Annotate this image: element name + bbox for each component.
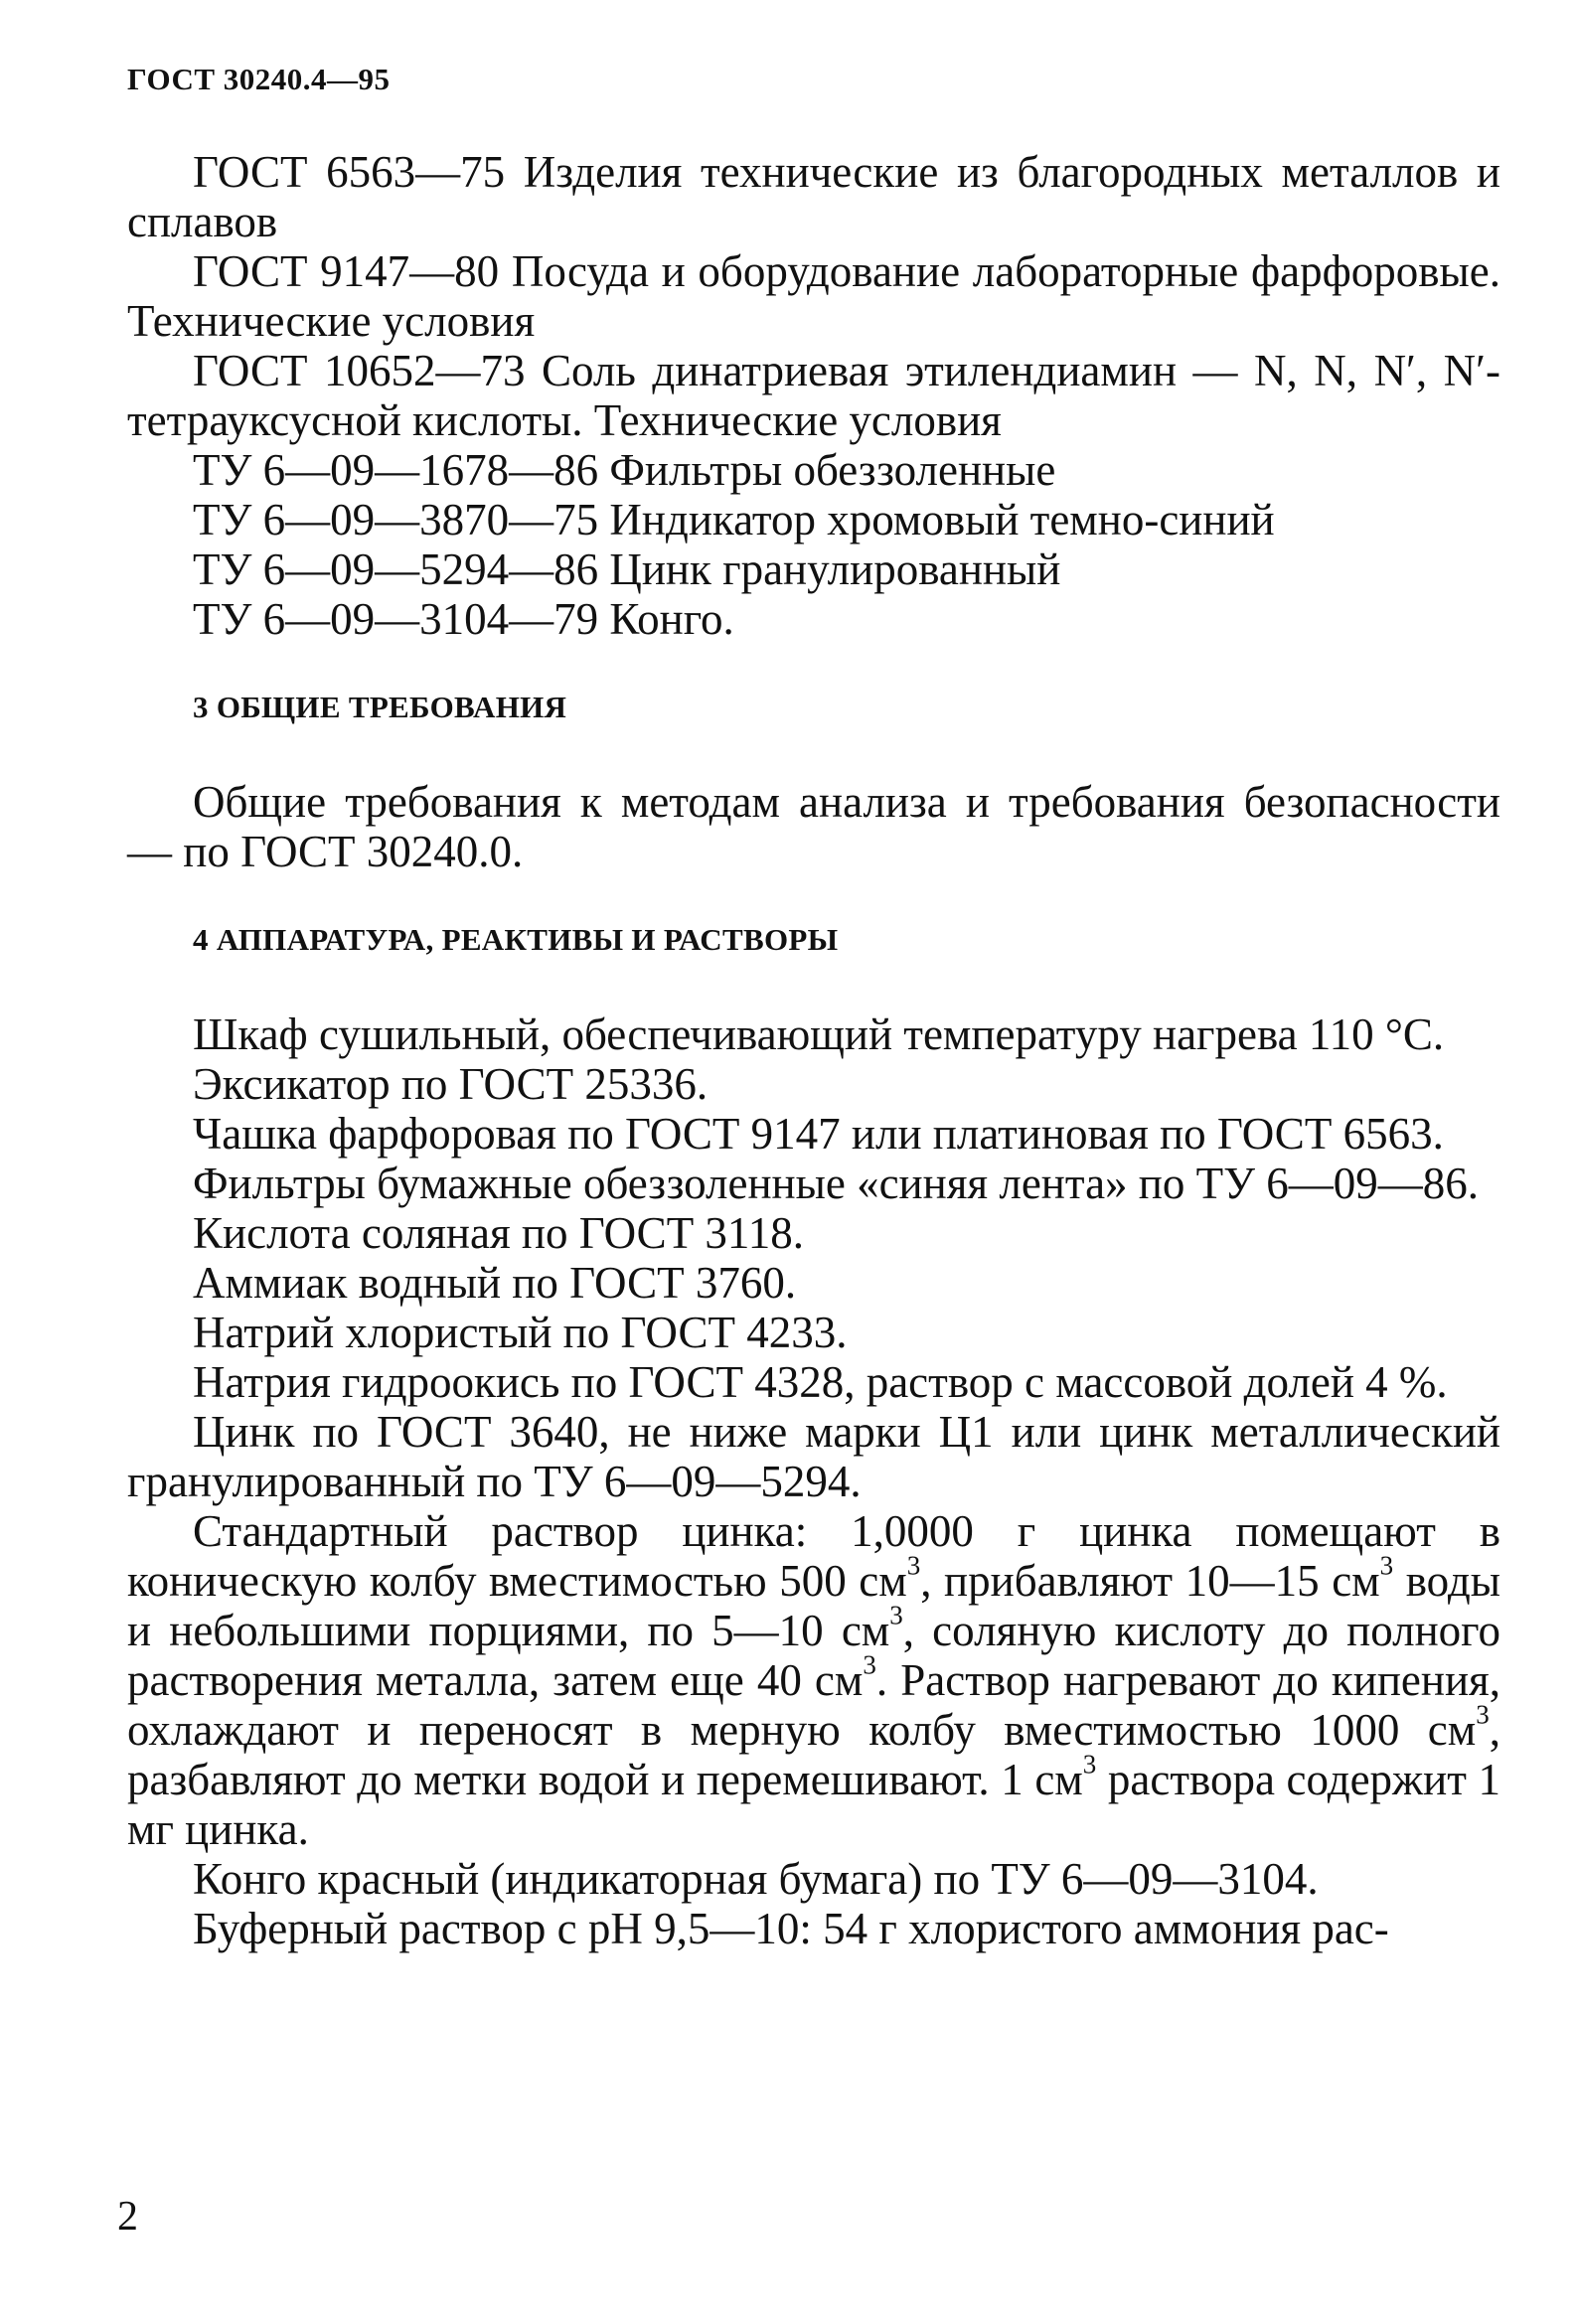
document-header: ГОСТ 30240.4—95	[127, 62, 391, 96]
section-4-title: 4 АППАРАТУРА, РЕАКТИВЫ И РАСТВОРЫ	[193, 922, 839, 957]
reference-item: ГОСТ 6563—75 Изделия технические из благородных металлов и сплавов	[127, 147, 1500, 246]
reagent-item: Кислота соляная по ГОСТ 3118.	[193, 1208, 805, 1258]
zinc-standard-solution	[127, 1506, 1500, 1854]
zinc-text-1: Стандартный раствор цинка: 1,0000 г цинка помещают в коническую колбу вместимостью 500 см	[127, 1506, 1500, 1606]
zinc-text-3: воды и небольшими порциями, по 5—10 см	[127, 1556, 1501, 1655]
superscript: 3	[889, 1600, 903, 1630]
superscript: 3	[1082, 1749, 1097, 1780]
congo-red-item: Конго красный (индикаторная бумага) по ТУ 6—09—3104.	[193, 1854, 1319, 1904]
zinc-text-5: . Раствор нагревают до кипения, охлаждают и переносят в мерную колбу вместимостью 1000 см	[127, 1655, 1500, 1755]
reference-item: ТУ 6—09—3870—75 Индикатор хромовый темно-синий	[193, 495, 1275, 544]
reagent-item: Аммиак водный по ГОСТ 3760.	[193, 1258, 797, 1308]
equipment-item: Эксикатор по ГОСТ 25336.	[193, 1059, 709, 1109]
equipment-item: Чашка фарфоровая по ГОСТ 9147 или платиновая по ГОСТ 6563.	[193, 1109, 1444, 1159]
superscript: 3	[906, 1550, 921, 1581]
reference-item: ТУ 6—09—5294—86 Цинк гранулированный	[193, 544, 1061, 594]
zinc-text-2: , прибавляют 10—15 см	[920, 1556, 1380, 1606]
normative-references	[127, 147, 1500, 644]
equipment-item: Шкаф сушильный, обеспечивающий температуру нагрева 110 °С.	[193, 1009, 1445, 1059]
reference-item: ТУ 6—09—3104—79 Конго.	[193, 594, 734, 644]
zinc-text-4: , соляную кислоту до полного растворения металла, затем еще 40 см	[127, 1606, 1500, 1705]
page-content	[127, 147, 1500, 1953]
zinc-text-7: раствора содержит 1 мг цинка.	[127, 1755, 1500, 1854]
reagent-item: Натрия гидроокись по ГОСТ 4328, раствор с массовой долей 4 %.	[193, 1357, 1448, 1407]
reagent-item: Цинк по ГОСТ 3640, не ниже марки Ц1 или цинк металлический гранулированный по ТУ 6—09—5294.	[127, 1407, 1500, 1506]
section-3-title: 3 ОБЩИЕ ТРЕБОВАНИЯ	[193, 690, 567, 724]
zinc-text-6: , разбавляют до метки водой и перемешивают. 1 см	[127, 1705, 1500, 1804]
equipment-item: Фильтры бумажные обеззоленные «синяя лента» по ТУ 6—09—86.	[193, 1159, 1479, 1208]
reagent-item: Натрий хлористый по ГОСТ 4233.	[193, 1308, 848, 1357]
buffer-solution-item: Буферный раствор с рН 9,5—10: 54 г хлористого аммония рас-	[193, 1904, 1389, 1953]
reference-item: ГОСТ 9147—80 Посуда и оборудование лабораторные фарфоровые. Технические условия	[127, 246, 1500, 346]
page-number: 2	[117, 2194, 138, 2240]
section-3-text: Общие требования к методам анализа и требования безопасности — по ГОСТ 30240.0.	[127, 777, 1500, 876]
superscript: 3	[1476, 1699, 1490, 1730]
superscript: 3	[1379, 1550, 1394, 1581]
reference-item: ГОСТ 10652—73 Соль динатриевая этилендиамин — N, N, N′, N′-тетрауксусной кислоты. Технические условия	[127, 346, 1500, 445]
superscript: 3	[863, 1649, 876, 1680]
reference-item: ТУ 6—09—1678—86 Фильтры обеззоленные	[193, 445, 1056, 495]
